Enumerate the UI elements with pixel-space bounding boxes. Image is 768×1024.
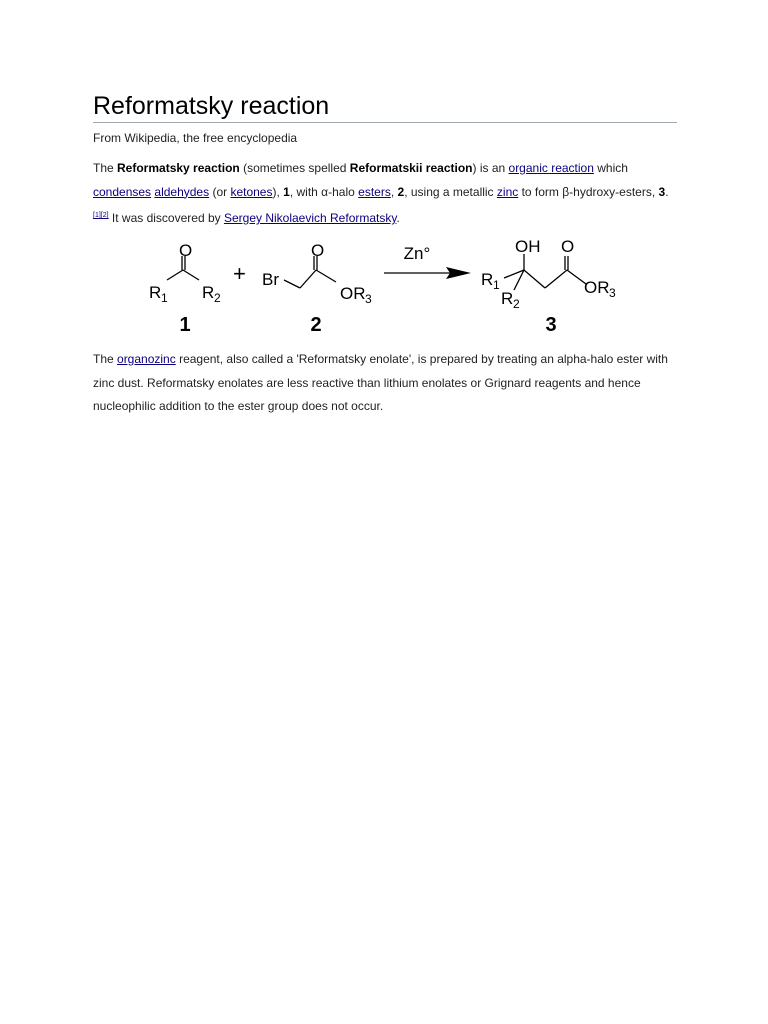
intro-paragraph <box>93 157 673 231</box>
link-ketones[interactable]: ketones <box>230 184 273 199</box>
page-title: Reformatsky reaction <box>93 90 677 123</box>
text-run: . <box>396 211 400 225</box>
link-condenses[interactable]: condenses <box>93 184 152 199</box>
atom-oxygen: O <box>311 241 325 260</box>
atom-bromine: Br <box>262 270 279 289</box>
link-discoverer[interactable]: Sergey Nikolaevich Reformatsky <box>223 211 397 225</box>
reaction-scheme <box>140 232 630 340</box>
text-run: ), <box>272 184 284 199</box>
or3-subscript: 3 <box>609 286 616 300</box>
atom-oxygen: O <box>561 237 575 256</box>
text-run: , <box>390 184 398 199</box>
text-run: , with α-halo <box>289 184 359 199</box>
text-run: The <box>93 352 118 366</box>
link-aldehydes[interactable]: aldehydes <box>154 184 210 199</box>
hydroxyl-group: OH <box>515 237 541 256</box>
compound-label-2: 2 <box>310 314 322 336</box>
plus-sign: + <box>233 261 246 286</box>
compound-number: 3 <box>658 184 666 199</box>
text-run: It was discovered by <box>108 211 224 225</box>
r1-label: R <box>481 270 494 289</box>
compound-2-structure <box>284 256 336 288</box>
link-organic-reaction[interactable]: organic reaction <box>508 161 594 175</box>
atom-oxygen: O <box>179 241 193 260</box>
page-subtitle: From Wikipedia, the free encyclopedia <box>93 131 298 145</box>
bold-term: Reformatsky reaction <box>117 161 240 175</box>
text-run: The <box>93 161 118 175</box>
r1-label: R <box>149 283 162 302</box>
r2-label: R <box>501 289 514 308</box>
compound-label-3: 3 <box>545 314 557 336</box>
or3-label: OR <box>584 278 610 297</box>
text-run: . <box>665 184 669 199</box>
bold-term: Reformatskii reaction <box>349 161 473 175</box>
reference-link[interactable]: [1][2] <box>93 212 109 219</box>
text-run: ) is an <box>472 161 509 175</box>
link-esters[interactable]: esters <box>358 184 391 199</box>
text-run: , using a metallic <box>404 184 497 199</box>
link-organozinc[interactable]: organozinc <box>117 352 176 366</box>
text-run: (sometimes spelled <box>239 161 350 175</box>
r1-subscript: 1 <box>493 278 500 292</box>
or3-label: OR <box>340 284 366 303</box>
link-zinc[interactable]: zinc <box>496 184 519 199</box>
r2-subscript: 2 <box>513 297 520 311</box>
compound-label-1: 1 <box>179 314 191 336</box>
reagent-zinc: Zn° <box>403 244 431 263</box>
text-run: (or <box>209 184 231 199</box>
r1-subscript: 1 <box>161 291 168 305</box>
text-run: which <box>593 161 628 175</box>
or3-subscript: 3 <box>365 292 372 306</box>
compound-3-structure <box>504 254 586 290</box>
r2-subscript: 2 <box>214 291 221 305</box>
text-run: reagent, also called a 'Reformatsky enolate', is prepared by treating an alpha-halo ester with zinc dust. Reformatsky enolates are less reactive than lithium enolates or Grignard reagents and hence nucleophilic addition to the ester group does not occur. <box>93 352 668 413</box>
compound-number: 2 <box>397 184 405 199</box>
organozinc-paragraph <box>93 348 673 419</box>
r2-label: R <box>202 283 215 302</box>
text-run: to form β-hydroxy-esters, <box>518 184 659 199</box>
compound-number: 1 <box>283 184 290 199</box>
